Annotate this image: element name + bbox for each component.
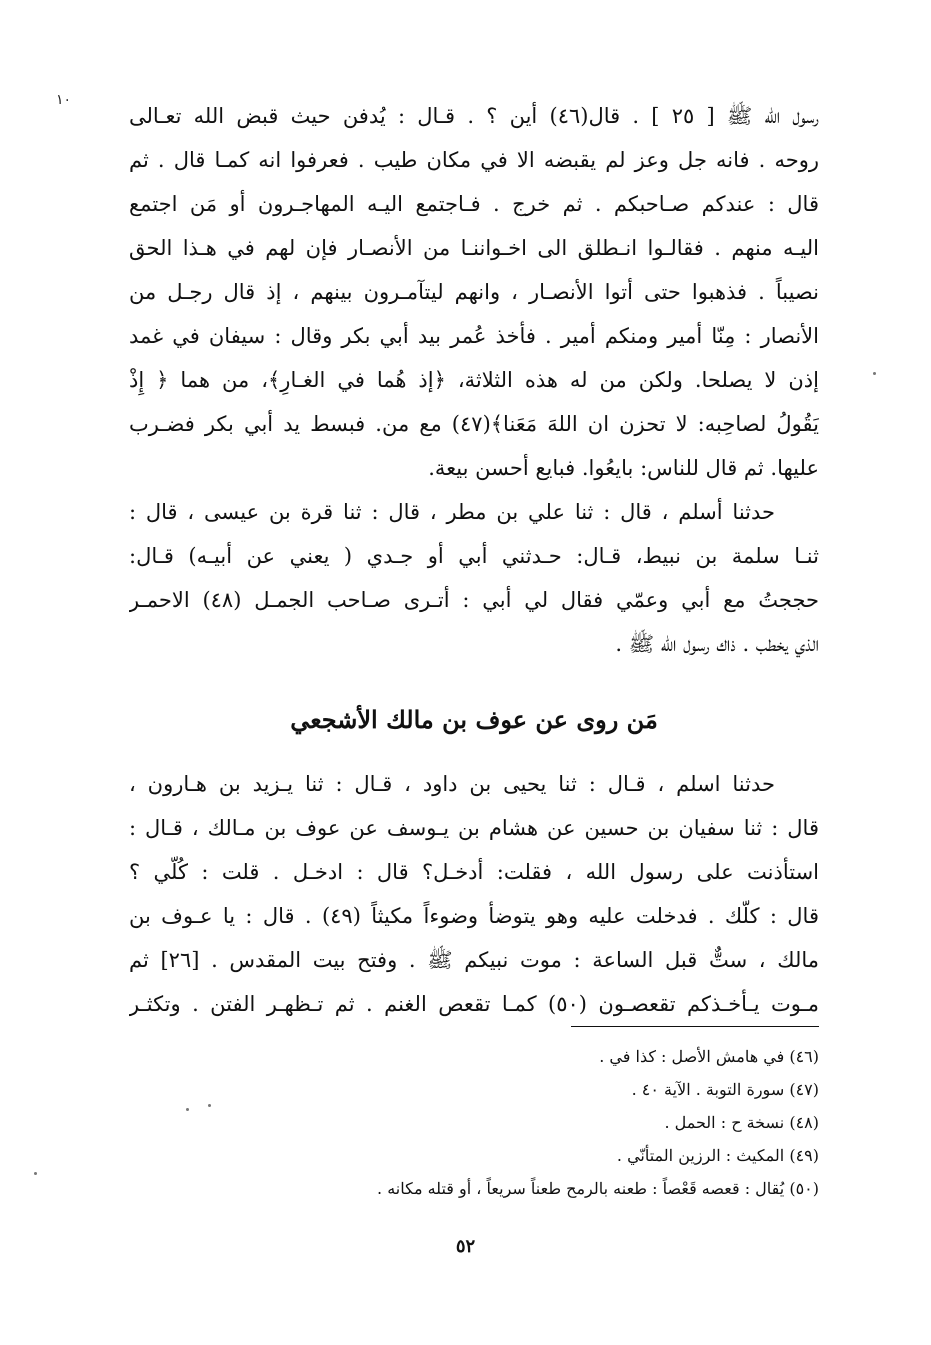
text-line: مـوت يـأخـذكم تقعصـون (٥٠) كمـا تقعص الغنم . ثم تـظهـر الفتن . وتكثـر bbox=[129, 992, 819, 1016]
scan-speck bbox=[208, 1104, 211, 1107]
scan-speck bbox=[34, 1172, 37, 1175]
text-line: عليها. ثم قال للناس: بايعُوا. فبايع أحسن بيعة. bbox=[428, 456, 819, 480]
paragraph-3 bbox=[129, 762, 819, 1026]
text-line: رسول الله ﷺ [ ٢٥ ] . قال(٤٦) أين ؟ . قـال : يُدفن حيث قبض الله تعـالى bbox=[129, 104, 819, 128]
section-heading: مَن روى عن عوف بن مالك الأشجعي bbox=[290, 705, 658, 734]
footnotes bbox=[129, 1040, 819, 1205]
text-line: حدثنا اسلم ، قـال : ثنا يحيى بن داود ، قـال : ثنا يـزيد بن هـارون ، bbox=[129, 772, 775, 796]
footnote: (٥٠) يُقال : قعصه قَعْصاً : طعنه بالرمح طعناً سريعاً ، أو قتله مكانه . bbox=[377, 1179, 819, 1198]
text-line: قال : ثنا سفيان بن حسين عن هشام بن يـوسف عن عوف بن مـالك ، قـال : bbox=[129, 816, 819, 840]
page-number: ٥٢ bbox=[455, 1236, 476, 1257]
text-line: قال : عندكم صـاحبكم . ثم خرج . فـاجتمع اليـه المهاجـرون أو مَن اجتمع bbox=[129, 192, 819, 216]
footnote: (٤٨) نسخة ح : الحمل . bbox=[664, 1113, 819, 1132]
footnote: (٤٧) سورة التوبة . الآية ٤٠ . bbox=[631, 1080, 819, 1099]
text-line: روحه . فانه جل وعز لم يقبضه الا في مكان طيب . فعرفوا انه كمـا قال . ثم bbox=[129, 148, 819, 172]
margin-mark: ١٠ bbox=[55, 92, 71, 108]
footnote: (٤٩) المكيث : الرزين المتأنّي . bbox=[616, 1146, 819, 1165]
scan-speck bbox=[186, 1108, 189, 1111]
scan-speck bbox=[873, 372, 876, 375]
text-line: استأذنت على رسول الله ، فقلت: أدخـل؟ قال : ادخـل . قلت : كُلّي ؟ bbox=[129, 860, 819, 884]
text-line: حدثنا أسلم ، قال : ثنا علي بن مطر ، قال : ثنا قرة بن عيسى ، قال : bbox=[129, 500, 775, 524]
text-line: اليـه منهم . فقالـوا انـطلق الى اخـواننـا من الأنصـار فإن لهم في هـذا الحق bbox=[129, 236, 819, 260]
text-line: مالك ، ستٌّ قبل الساعة : موت نبيكم ﷺ . وفتح بيت المقدس . [٢٦] ثم bbox=[129, 948, 819, 972]
text-line: الذي يخطب . ذاك رسول الله ﷺ . bbox=[615, 632, 819, 656]
footnote: (٤٦) في هامش الأصل : كذا في . bbox=[599, 1047, 819, 1066]
text-line: قال : كلّك . فدخلت عليه وهو يتوضأ وضوءاً مكيثاً (٤٩) . قال : يا عـوف بن bbox=[129, 904, 819, 928]
text-line: الأنصار : مِنّا أمير ومنكم أمير . فأخذ عُمر بيد أبي بكر وقال : سيفان في غمد bbox=[129, 324, 819, 348]
paragraph-2 bbox=[129, 490, 819, 666]
text-line: حججتُ مع أبي وعمّي فقال لي أبي : أتـرى صـاحب الجمـل (٤٨) الاحمـر bbox=[129, 588, 819, 612]
paragraph-1 bbox=[129, 94, 819, 490]
text-line: نصيباً . فذهبوا حتى أتوا الأنصـار ، وانهم ليتآمـرون بينهم ، إذ قال رجـل من bbox=[129, 280, 819, 304]
footnote-separator bbox=[571, 1026, 819, 1027]
text-line: إذن لا يصلحا. ولكن من له هذه الثلاثة، ﴿إذ هُما في الغـارِ﴾، من هما ﴿ إِذْ bbox=[129, 368, 819, 392]
text-line: يَقُولُ لصاحِبه: لا تحزن ان اللهَ مَعَنا﴾(٤٧) مع من. فبسط يد أبي بكر فضـرب bbox=[129, 412, 819, 436]
text-line: ثنـا سلمة بن نبيط، قـال: حـدثني أبي أو جـدي ( يعني عن أبيـه) قـال: bbox=[129, 544, 819, 568]
